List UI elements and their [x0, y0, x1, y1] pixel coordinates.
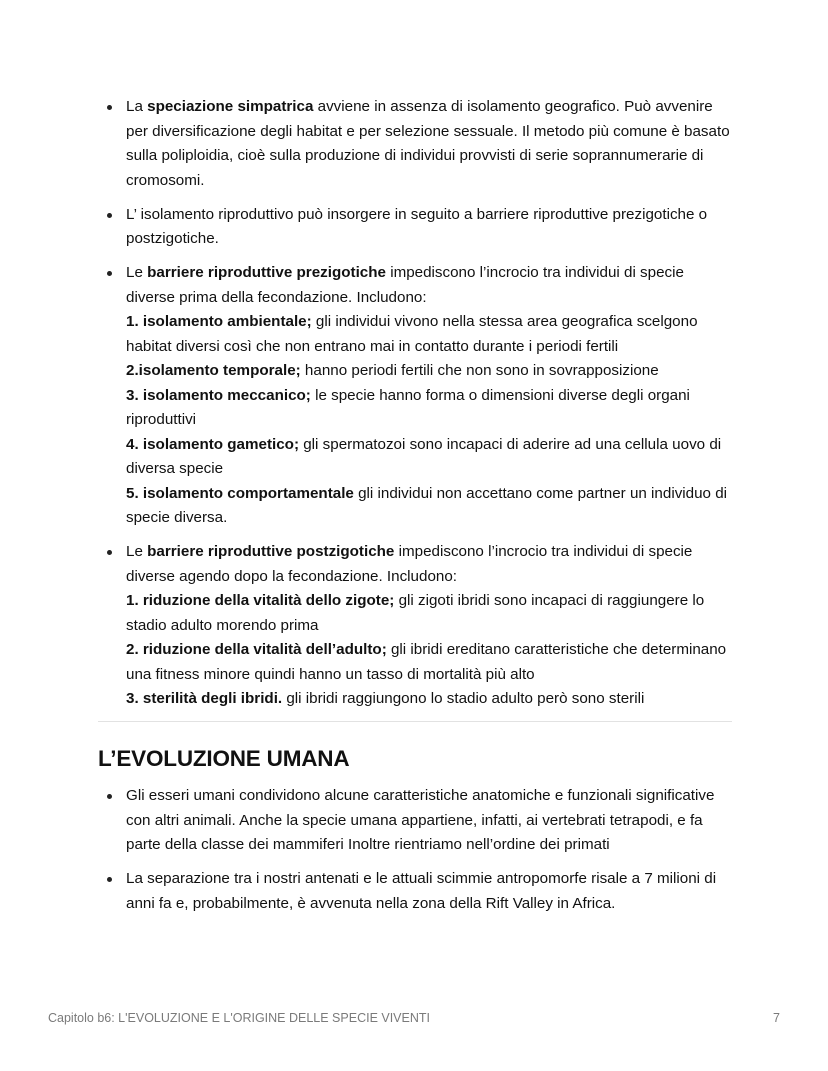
page-content	[98, 95, 732, 926]
text: Le	[126, 543, 148, 560]
section-divider	[98, 721, 732, 722]
text: Le	[126, 264, 148, 281]
term: barriere riproduttive prezigotiche	[147, 264, 386, 281]
list-item	[98, 261, 732, 531]
prezygotic-item: 3. isolamento meccanico; le specie hanno forma o dimensioni diverse degli organi riproduttivi	[126, 386, 690, 428]
text: avviene in assenza di isolamento geografico. Può avvenire per diversificazione degli habitat e per selezione sessuale. Il metodo più comune è basato sulla poliploidia, cioè sulla produzione di individui provvisti di serie soprannumerarie di cromosomi.	[126, 98, 730, 189]
postzygotic-item: 1. riduzione della vitalità dello zigote; gli zigoti ibridi sono incapaci di raggiungere lo stadio adulto morendo prima	[126, 592, 705, 634]
human-evolution-list	[98, 784, 732, 916]
text: Gli esseri umani condividono alcune caratteristiche anatomiche e funzionali significative con altri animali. Anche la specie umana appartiene, infatti, ai vertebrati tetrapodi, e fa parte della classe dei mammiferi Inoltre rientriamo nell’ordine dei primati	[126, 787, 715, 853]
postzygotic-item: 2. riduzione della vitalità dell’adulto; gli ibridi ereditano caratteristiche che determinano una fitness minore quindi hanno un tasso di mortalità più alto	[126, 641, 727, 683]
postzygotic-item: 3. sterilità degli ibridi. gli ibridi raggiungono lo stadio adulto però sono sterili	[126, 690, 645, 707]
list-item	[98, 203, 732, 252]
text: La separazione tra i nostri antenati e le attuali scimmie antropomorfe risale a 7 milioni di anni fa e, probabilmente, è avvenuta nella zona della Rift Valley in Africa.	[126, 870, 717, 912]
speciation-list	[98, 95, 732, 712]
prezygotic-item: 4. isolamento gametico; gli spermatozoi sono incapaci di aderire ad una cellula uovo di diversa specie	[126, 435, 722, 477]
list-item	[98, 867, 732, 916]
list-item	[98, 540, 732, 712]
page-number: 7	[773, 1011, 780, 1025]
page-footer	[48, 1011, 780, 1025]
chapter-title: Capitolo b6: L'EVOLUZIONE E L'ORIGINE DELLE SPECIE VIVENTI	[48, 1011, 430, 1025]
section-heading: L’EVOLUZIONE UMANA	[98, 746, 350, 771]
term: barriere riproduttive postzigotiche	[147, 543, 395, 560]
prezygotic-item: 1. isolamento ambientale; gli individui vivono nella stessa area geografica scelgono habitat diversi così che non entrano mai in contatto durante i periodi fertili	[126, 313, 698, 355]
list-item	[98, 95, 732, 193]
text: impediscono l’incrocio tra individui di specie diverse agendo dopo la fecondazione. Includono:	[126, 543, 693, 585]
prezygotic-item: 2.isolamento temporale; hanno periodi fertili che non sono in sovrapposizione	[126, 362, 659, 379]
list-item	[98, 784, 732, 858]
prezygotic-item: 5. isolamento comportamentale gli individui non accettano come partner un individuo di specie diversa.	[126, 484, 728, 526]
text: impediscono l’incrocio tra individui di specie diverse prima della fecondazione. Includono:	[126, 264, 684, 306]
text: La	[126, 98, 148, 115]
text: L’ isolamento riproduttivo può insorgere in seguito a barriere riproduttive prezigotiche o postzigotiche.	[126, 205, 708, 247]
term: speciazione simpatrica	[147, 98, 314, 115]
